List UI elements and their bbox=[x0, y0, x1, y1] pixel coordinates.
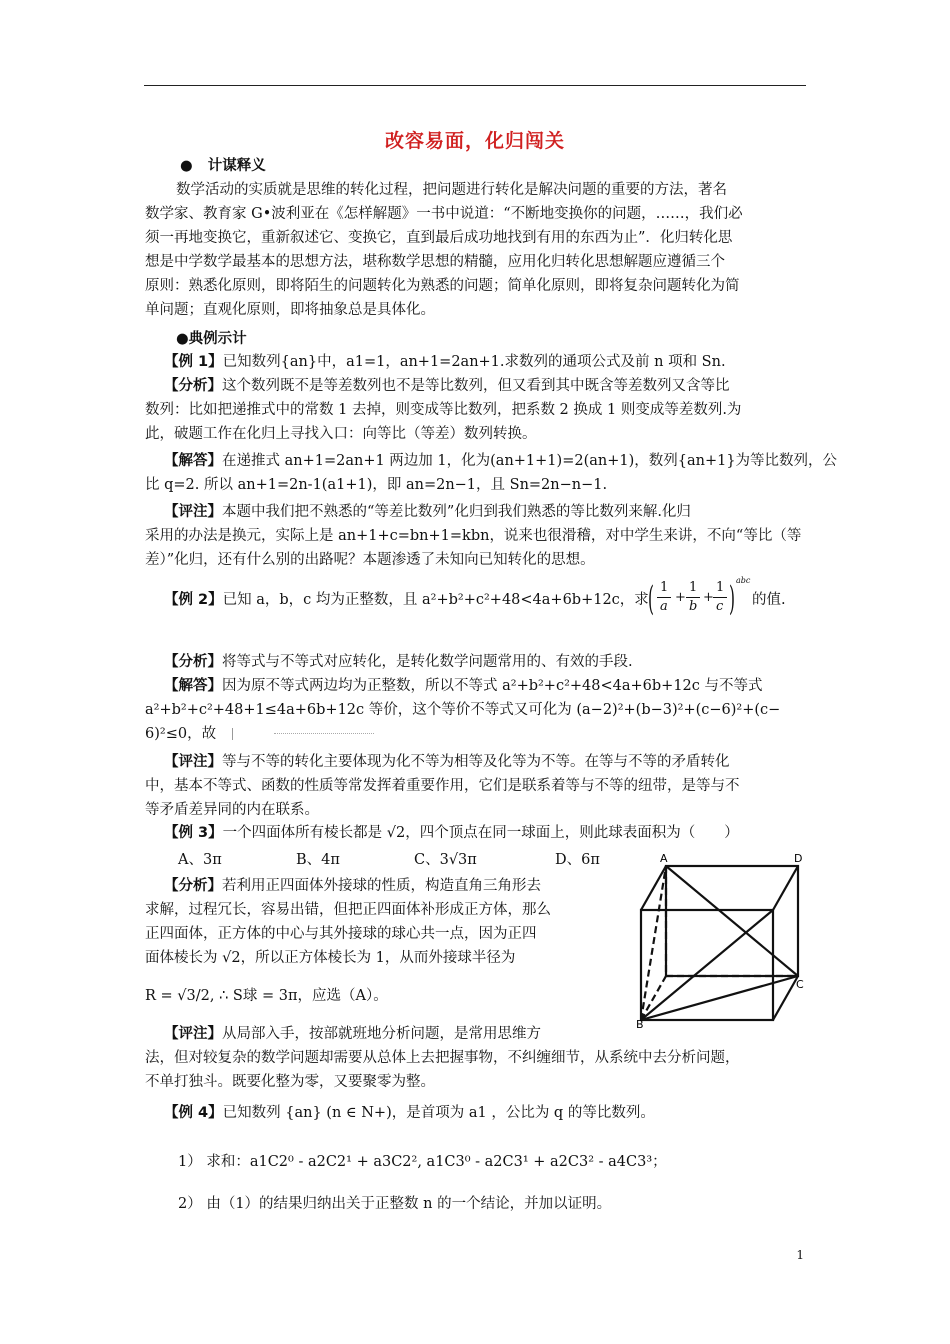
ex1-jieda-line: 比 q=2. 所以 an+1=2n-1(a1+1)，即 an=2n−1，且 Sn=2n−n−1. bbox=[145, 477, 608, 493]
ex3-fenxi: 【分析】若利用正四面体外接球的性质，构造直角三角形去 bbox=[164, 878, 541, 894]
header-rule bbox=[144, 85, 806, 86]
figure-label-b: B bbox=[636, 1018, 644, 1028]
ex3-option-d: D、6π bbox=[555, 852, 600, 868]
ex1-pingzhu-line: 差）”化归，还有什么别的出路呢？本题渗透了未知向已知转化的思想。 bbox=[145, 552, 595, 568]
ex2-tiny-formula bbox=[232, 726, 392, 742]
ex3-fenxi-line: 面体棱长为 √2，所以正方体棱长为 1，从而外接球半径为 bbox=[145, 950, 516, 966]
ex4-q2: 2） 由（1）的结果归纳出关于正整数 n 的一个结论，并加以证明。 bbox=[178, 1196, 612, 1212]
ex1-jieda: 【解答】在递推式 an+1=2an+1 两边加 1，化为(an+1+1)=2(an+1)，数列{an+1}为等比数列，公 bbox=[164, 453, 838, 469]
ex2-jieda-line: 6)²≤0，故 bbox=[145, 726, 217, 742]
ex2-pingzhu: 【评注】等与不等的转化主要体现为化不等为相等及化等为不等。在等与不等的矛盾转化 bbox=[164, 754, 730, 770]
figure-label-a: A bbox=[660, 852, 668, 865]
ex3-fenxi-line: 正四面体，正方体的中心与其外接球的球心共一点，因为正四 bbox=[145, 926, 537, 942]
figure-label-d: D bbox=[794, 852, 803, 865]
ex2-jieda: 【解答】因为原不等式两边均为正整数，所以不等式 a²+b²+c²+48<4a+6b+12c 与不等式 bbox=[164, 678, 763, 694]
ex3-fenxi-line: R = √3/2, ∴ S球 = 3π，应选（A）。 bbox=[145, 988, 388, 1004]
ex2-question: 【例 2】已知 a，b，c 均为正整数，且 a²+b²+c²+48<4a+6b+12c，求 bbox=[164, 592, 649, 608]
ex3-pingzhu-line: 法，但对较复杂的数学问题却需要从总体上去把握事物，不纠缠细节，从系统中去分析问题， bbox=[145, 1050, 740, 1066]
intro-line: 想是中学数学最基本的思想方法，堪称数学思想的精髓，应用化归转化思想解题应遵循三个 bbox=[145, 254, 725, 270]
intro-line: 须一再地变换它，重新叙述它、变换它，直到最后成功地找到有用的东西为止”．化归转化思 bbox=[145, 230, 733, 246]
ex2-pingzhu-line: 等矛盾差异同的内在联系。 bbox=[145, 802, 319, 818]
ex3-pingzhu-line: 不单打独斗。既要化整为零，又要聚零为整。 bbox=[145, 1074, 435, 1090]
ex3-option-b: B、4π bbox=[296, 852, 340, 868]
ex2-jieda-line: a²+b²+c²+48+1≤4a+6b+12c 等价，这个等价不等式又可化为 (a−2)²+(b−3)²+(c−6)²+(c− bbox=[145, 702, 781, 718]
ex3-pingzhu: 【评注】从局部入手，按部就班地分析问题，是常用思维方 bbox=[164, 1026, 541, 1042]
ex3-option-c: C、3√3π bbox=[414, 852, 477, 868]
intro-line: 数学活动的实质就是思维的转化过程，把问题进行转化是解决问题的重要的方法，著名 bbox=[176, 182, 727, 198]
ex1-question: 【例 1】已知数列{an}中，a1=1，an+1=2an+1.求数列的通项公式及前 n 项和 Sn. bbox=[164, 354, 726, 370]
ex1-pingzhu: 【评注】本题中我们把不熟悉的“等差比数列”化归到我们熟悉的等比数列来解.化归 bbox=[164, 504, 691, 520]
ex2-question-tail: 的值. bbox=[752, 592, 786, 608]
intro-line: 单问题；直观化原则，即将抽象总是具体化。 bbox=[145, 302, 435, 318]
cube-tetrahedron-figure bbox=[636, 848, 806, 1028]
ex1-fenxi: 【分析】这个数列既不是等差数列也不是等比数列，但又看到其中既含等差数列又含等比 bbox=[164, 378, 730, 394]
ex2-expression: ( 1 a + 1 b + 1 c ) abc bbox=[648, 576, 751, 619]
ex3-option-a: A、3π bbox=[178, 852, 222, 868]
figure-label-c: C bbox=[796, 978, 804, 991]
ex1-fenxi-line: 此，破题工作在化归上寻找入口：向等比（等差）数列转换。 bbox=[145, 426, 537, 442]
intro-line: 数学家、教育家 G•波利亚在《怎样解题》一书中说道：“不断地变换你的问题，……，我们必 bbox=[145, 206, 743, 222]
ex4-question: 【例 4】已知数列 {an} (n ∈ N+)，是首项为 a1 ，公比为 q 的等比数列。 bbox=[164, 1105, 655, 1121]
page-title: 改容易面，化归闯关 bbox=[384, 130, 565, 152]
ex2-fenxi: 【分析】将等式与不等式对应转化，是转化数学问题常用的、有效的手段. bbox=[164, 654, 633, 670]
section-dianli: ●典例示计 bbox=[176, 331, 247, 347]
page-number: 1 bbox=[796, 1248, 804, 1262]
ex4-q1: 1） 求和：a1C2⁰ - a2C2¹ + a3C2², a1C3⁰ - a2C3¹ + a2C3² - a4C3³； bbox=[178, 1154, 667, 1170]
ex3-question: 【例 3】一个四面体所有棱长都是 √2，四个顶点在同一球面上，则此球表面积为（ ） bbox=[164, 825, 739, 841]
ex1-fenxi-line: 数列：比如把递推式中的常数 1 去掉，则变成等比数列，把系数 2 换成 1 则变成等差数列.为 bbox=[145, 402, 742, 418]
intro-line: 原则：熟悉化原则，即将陌生的问题转化为熟悉的问题；简单化原则，即将复杂问题转化为简 bbox=[145, 278, 740, 294]
ex1-pingzhu-line: 采用的办法是换元，实际上是 an+1+c=bn+1=kbn，说来也很滑稽，对中学生来讲，不向“等比（等 bbox=[145, 528, 802, 544]
ex2-pingzhu-line: 中，基本不等式、函数的性质等常发挥着重要作用，它们是联系着等与不等的纽带，是等与不 bbox=[145, 778, 740, 794]
section-jimou: ● 计谋释义 bbox=[180, 158, 266, 174]
ex3-fenxi-line: 求解，过程冗长，容易出错，但把正四面体补形成正方体，那么 bbox=[145, 902, 551, 918]
